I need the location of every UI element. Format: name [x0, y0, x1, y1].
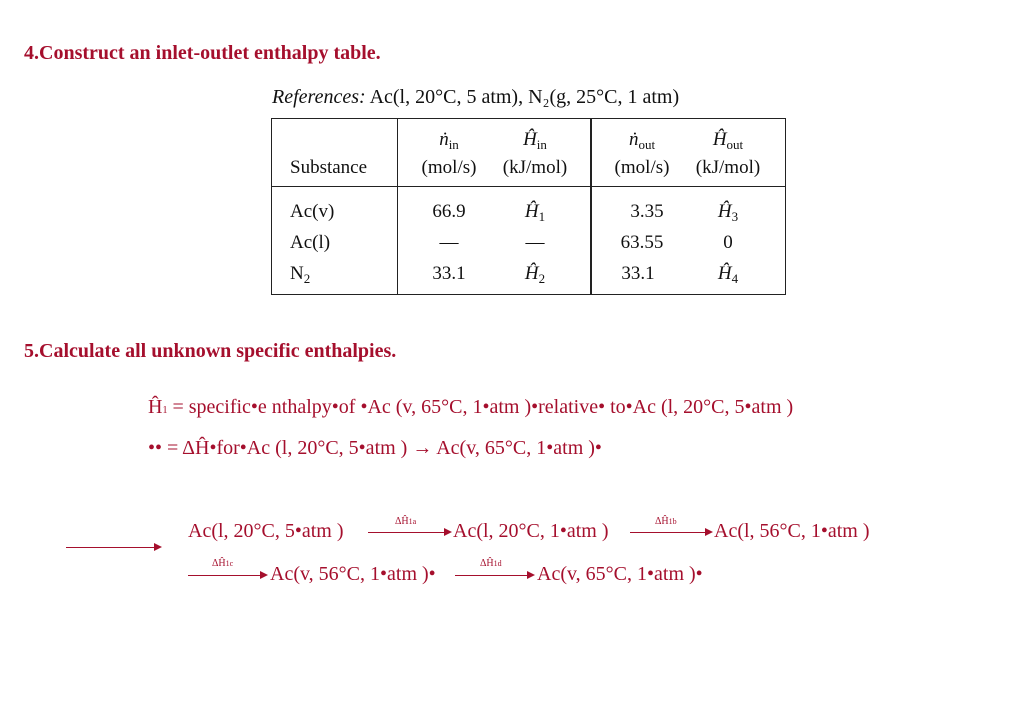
section-4-heading: 4.Construct an inlet-outlet enthalpy table.: [24, 42, 381, 64]
references-line: [272, 86, 679, 109]
path-b-end: Ac(v, 65°C, 1•atm )•: [537, 563, 703, 585]
equation-line-1-rhs: = specific•e nthalpy•of •Ac (v, 65°C, 1•atm )•relative• to•Ac (l, 20°C, 5•atm ): [172, 396, 794, 418]
row-1-h-in: $Ĥ_1$: [524, 201, 546, 224]
step-1d-arrow: [455, 575, 527, 576]
table-divider: [590, 119, 592, 294]
section-5-heading: 5.Calculate all unknown specific enthalpies.: [24, 340, 397, 362]
header-n-in-unit: (mol/s): [421, 157, 477, 178]
row-3-n-in: 33.1: [432, 263, 466, 284]
header-n-out-unit: (mol/s): [614, 157, 670, 178]
pointer-arrow-head: [154, 543, 162, 551]
row-3-n-out: 33.1: [621, 263, 655, 284]
row-2-n-in: —: [439, 232, 459, 253]
equation-line-1: [148, 396, 793, 419]
row-2-h-out: 0: [723, 232, 733, 253]
equation-line-2: •• = ΔĤ•for•Ac (l, 20°C, 5•atm ) → Ac(v, 65°C, 1•atm )•: [148, 437, 602, 459]
path-a-end: Ac(l, 56°C, 1•atm ): [714, 520, 870, 542]
step-1a-arrowhead: [444, 528, 452, 536]
row-1-n-out: 3.35: [630, 201, 664, 222]
header-n-out: ṅ$_{out}$: [628, 129, 656, 152]
header-substance: Substance: [290, 157, 368, 178]
header-h-out: $Ĥ_{out}$: [712, 129, 744, 152]
step-1c-arrowhead: [260, 571, 268, 579]
step-1d-arrowhead: [527, 571, 535, 579]
row-1-n-in: 66.9: [432, 201, 466, 222]
h1-subscript: 1: [162, 405, 168, 416]
path-a-mid: Ac(l, 20°C, 1•atm ): [453, 520, 609, 542]
pointer-arrow: [66, 547, 154, 548]
row-2-n-out: 63.55: [620, 232, 664, 253]
row-3-substance: $N_2$: [290, 263, 311, 286]
header-h-in: $Ĥ_{in}$: [523, 129, 547, 152]
row-2-h-in: —: [525, 232, 545, 253]
row-3-h-out: $Ĥ_4$: [717, 263, 739, 286]
header-h-in-unit: (kJ/mol): [502, 157, 568, 178]
step-1c-arrow: [188, 575, 260, 576]
header-h-out-unit: (kJ/mol): [695, 157, 761, 178]
header-n-in: ṅ$_{in}$: [439, 129, 459, 152]
path-b-mid: Ac(v, 56°C, 1•atm )•: [270, 563, 436, 585]
table-divider: [397, 119, 398, 294]
step-1d-label: ΔĤ1d: [480, 558, 502, 569]
h1-symbol: Ĥ: [148, 396, 163, 418]
references-label: References:: [272, 86, 366, 108]
step-1b-label: ΔĤ1b: [655, 516, 677, 527]
path-a-start: Ac(l, 20°C, 5•atm ): [188, 520, 344, 542]
references-text: Ac(l, 20°C, 5 atm), N₂(g, 25°C, 1 atm): [369, 86, 680, 108]
step-1a-label: ΔĤ1a: [395, 516, 417, 527]
row-2-substance: Ac(l): [290, 232, 331, 253]
row-3-h-in: $Ĥ_2$: [524, 263, 546, 286]
step-1b-arrowhead: [705, 528, 713, 536]
table-divider: [272, 186, 785, 187]
row-1-substance: Ac(v): [290, 201, 335, 222]
step-1a-arrow: [368, 532, 444, 533]
step-1b-arrow: [630, 532, 705, 533]
row-1-h-out: $Ĥ_3$: [717, 201, 739, 224]
step-1c-label: ΔĤ1c: [212, 558, 234, 569]
enthalpy-table: [271, 118, 786, 295]
